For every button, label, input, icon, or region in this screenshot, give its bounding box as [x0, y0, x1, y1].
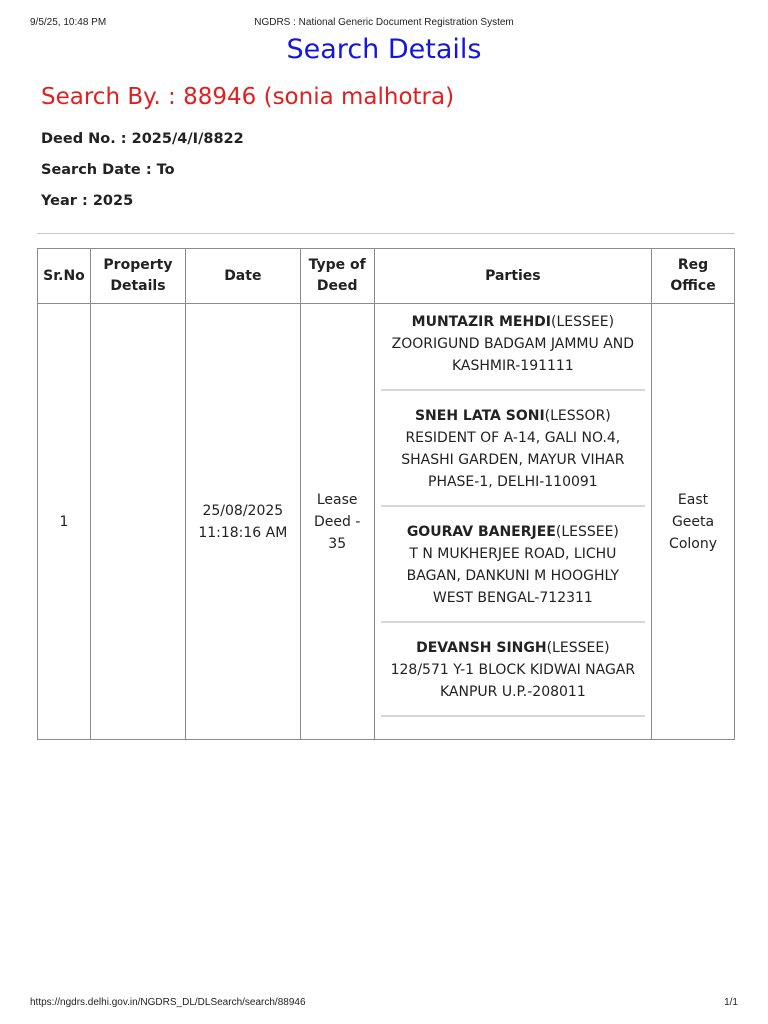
print-document-title: NGDRS : National Generic Document Registration System	[254, 17, 514, 28]
party-name: DEVANSH SINGH	[416, 640, 547, 656]
print-footer	[30, 997, 738, 1011]
cell-sr-no: 1	[38, 304, 91, 740]
print-header	[30, 17, 738, 31]
header-reg-office: Reg Office	[652, 249, 735, 304]
party-address: 128/571 Y-1 BLOCK KIDWAI NAGAR KANPUR U.P.-208011	[390, 662, 636, 700]
section-divider	[37, 233, 735, 234]
party-address: RESIDENT OF A-14, GALI NO.4, SHASHI GARDEN, MAYUR VIHAR PHASE-1, DELHI-110091	[401, 430, 625, 490]
party-role: (LESSOR)	[544, 408, 611, 424]
header-property-details: Property Details	[90, 249, 185, 304]
party-entry	[381, 623, 645, 717]
results-table	[37, 248, 735, 740]
table-header-row	[38, 249, 735, 304]
print-timestamp: 9/5/25, 10:48 PM	[30, 17, 107, 28]
cell-reg-office: East Geeta Colony	[652, 304, 735, 740]
header-date: Date	[185, 249, 300, 304]
party-role: (LESSEE)	[555, 524, 619, 540]
party-role: (LESSEE)	[551, 314, 615, 330]
header-type-of-deed: Type of Deed	[300, 249, 374, 304]
page-url: https://ngdrs.delhi.gov.in/NGDRS_DL/DLSearch/search/88946	[30, 997, 306, 1008]
search-year: Year : 2025	[41, 193, 134, 209]
party-address: ZOORIGUND BADGAM JAMMU AND KASHMIR-191111	[391, 336, 635, 374]
header-sr-no: Sr.No	[38, 249, 91, 304]
party-entry	[381, 391, 645, 507]
cell-property-details	[90, 304, 185, 740]
party-entry	[381, 507, 645, 623]
search-date: Search Date : To	[41, 162, 175, 178]
page-number: 1/1	[724, 997, 738, 1008]
deed-number: Deed No. : 2025/4/I/8822	[41, 131, 244, 147]
party-name: GOURAV BANERJEE	[406, 524, 556, 540]
cell-type-of-deed: Lease Deed - 35	[300, 304, 374, 740]
search-by-heading: Search By. : 88946 (sonia malhotra)	[41, 84, 455, 110]
page-title: Search Details	[286, 34, 482, 65]
cell-parties	[374, 304, 651, 740]
header-parties: Parties	[374, 249, 651, 304]
party-role: (LESSEE)	[546, 640, 610, 656]
party-name: SNEH LATA SONI	[414, 408, 545, 424]
cell-date: 25/08/2025 11:18:16 AM	[185, 304, 300, 740]
table-row	[38, 304, 735, 740]
party-address: T N MUKHERJEE ROAD, LICHU BAGAN, DANKUNI M HOOGHLY WEST BENGAL-712311	[406, 546, 620, 606]
party-name: MUNTAZIR MEHDI	[411, 314, 552, 330]
party-entry	[381, 304, 645, 391]
